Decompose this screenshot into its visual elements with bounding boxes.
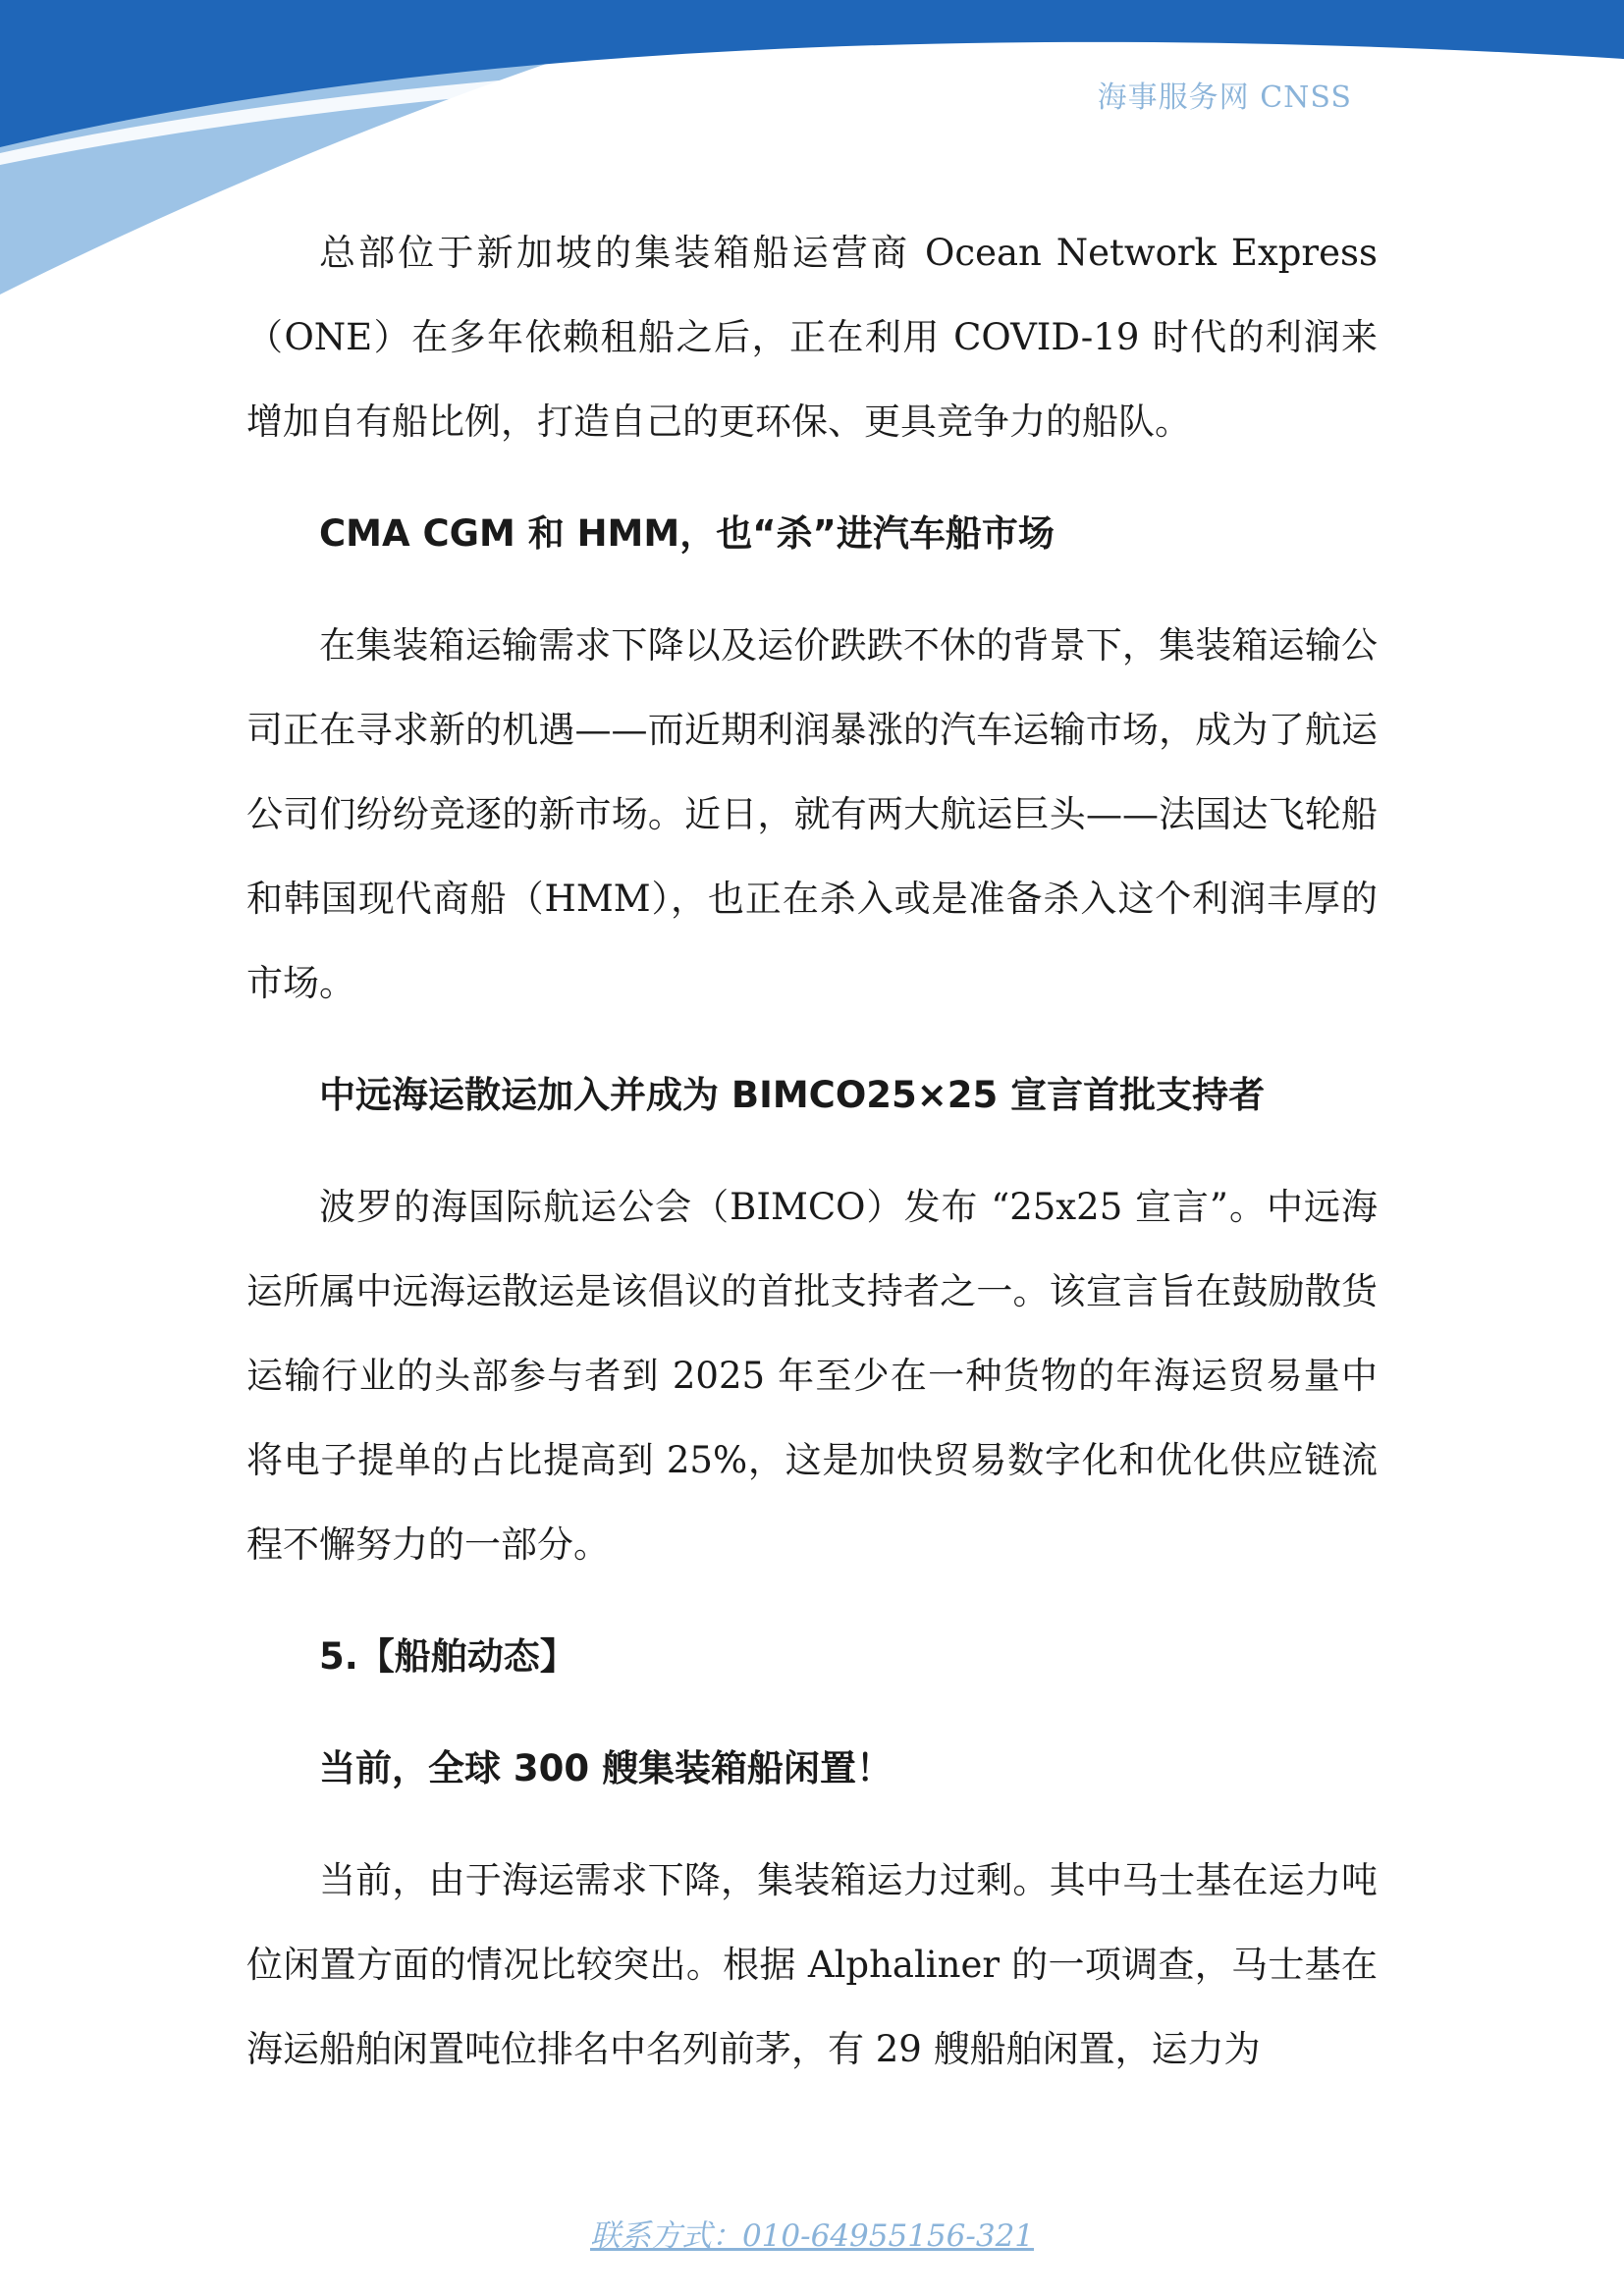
- article-paragraph: 总部位于新加坡的集装箱船运营商 Ocean Network Express（ONE）在多年依赖租船之后，正在利用 COVID-19 时代的利润来增加自有船比例，打造自己的更环保、更具竞争力的船队。: [246, 232, 1378, 443]
- article-body: [246, 211, 1378, 2092]
- footer-contact[interactable]: 联系方式：010-64955156-321: [589, 2218, 1035, 2254]
- article-paragraph: 当前，由于海运需求下降，集装箱运力过剩。其中马士基在运力吨位闲置方面的情况比较突出。根据 Alphaliner 的一项调查，马士基在海运船舶闲置吨位排名中名列前茅，有 29 艘船舶闲置，运力为: [246, 1859, 1378, 2070]
- section-heading: CMA CGM 和 HMM，也“杀”进汽车船市场: [319, 512, 1055, 555]
- section-number-heading: 5.【船舶动态】: [319, 1635, 576, 1678]
- article-paragraph: 在集装箱运输需求下降以及运价跌跌不休的背景下，集装箱运输公司正在寻求新的机遇——而近期利润暴涨的汽车运输市场，成为了航运公司们纷纷竞逐的新市场。近日，就有两大航运巨头——法国达飞轮船和韩国现代商船（HMM），也正在杀入或是准备杀入这个利润丰厚的市场。: [246, 624, 1378, 1004]
- section-heading: 当前，全球 300 艘集装箱船闲置！: [319, 1747, 893, 1789]
- section-heading: 中远海运散运加入并成为 BIMCO25×25 宣言首批支持者: [319, 1074, 1266, 1116]
- article-paragraph: 波罗的海国际航运公会（BIMCO）发布 “25x25 宣言”。中远海运所属中远海运散运是该倡议的首批支持者之一。该宣言旨在鼓励散货运输行业的头部参与者到 2025 年至少在一种货物的年海运贸易量中将电子提单的占比提高到 25%，这是加快贸易数字化和优化供应链流程不懈努力的一部分。: [246, 1186, 1378, 1566]
- header-brand: 海事服务网 CNSS: [1097, 80, 1352, 115]
